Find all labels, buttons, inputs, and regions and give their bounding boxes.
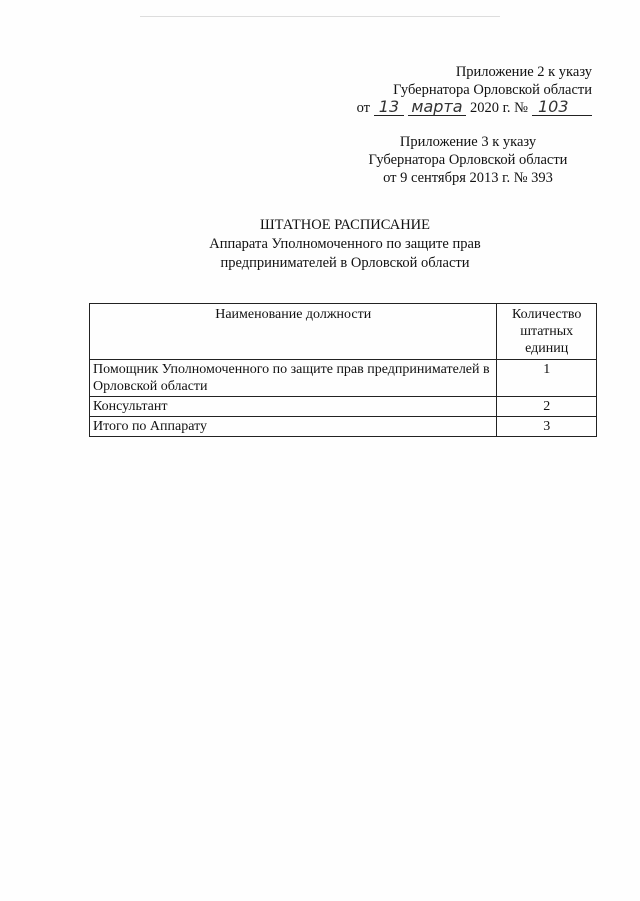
- annex-3-line3: от 9 сентября 2013 г. № 393: [383, 170, 553, 186]
- row-staff-count: 3: [497, 417, 597, 437]
- table-header-row: [90, 304, 597, 360]
- table-row-total: [90, 417, 597, 437]
- date-year-text: 2020 г. №: [469, 100, 528, 116]
- date-prefix: от: [356, 100, 370, 116]
- annex-3-header: [348, 133, 588, 187]
- annex-2-line1: Приложение 2 к указу: [455, 64, 592, 80]
- annex-2-header: [357, 63, 592, 117]
- annex-3-line1: Приложение 3 к указу: [399, 134, 537, 150]
- handwritten-day: 13: [374, 99, 404, 116]
- scan-artifact-line: [140, 16, 500, 17]
- handwritten-number: 103: [532, 99, 592, 116]
- annex-2-date-line: [357, 99, 592, 117]
- annex-2-line2: Губернатора Орловской области: [393, 82, 592, 98]
- annex-3-line2: Губернатора Орловской области: [368, 152, 568, 168]
- table-row: [90, 397, 597, 417]
- handwritten-month: марта: [408, 99, 466, 116]
- row-staff-count: 2: [497, 397, 597, 417]
- row-position-name: Консультант: [90, 397, 497, 417]
- title-heading: ШТАТНОЕ РАСПИСАНИЕ: [259, 217, 431, 233]
- row-position-name: Помощник Уполномоченного по защите прав предпринимателей в Орловской области: [90, 360, 497, 397]
- table-row: [90, 360, 597, 397]
- row-staff-count: 1: [497, 360, 597, 397]
- staff-table: [89, 303, 597, 437]
- title-line3: предпринимателей в Орловской области: [220, 255, 470, 271]
- row-position-name: Итого по Аппарату: [90, 417, 497, 437]
- title-line2: Аппарата Уполномоченного по защите прав: [209, 236, 481, 252]
- header-staff-count: Количество штатных единиц: [497, 304, 597, 360]
- document-title: [150, 216, 540, 273]
- header-position-name: Наименование должности: [90, 304, 497, 360]
